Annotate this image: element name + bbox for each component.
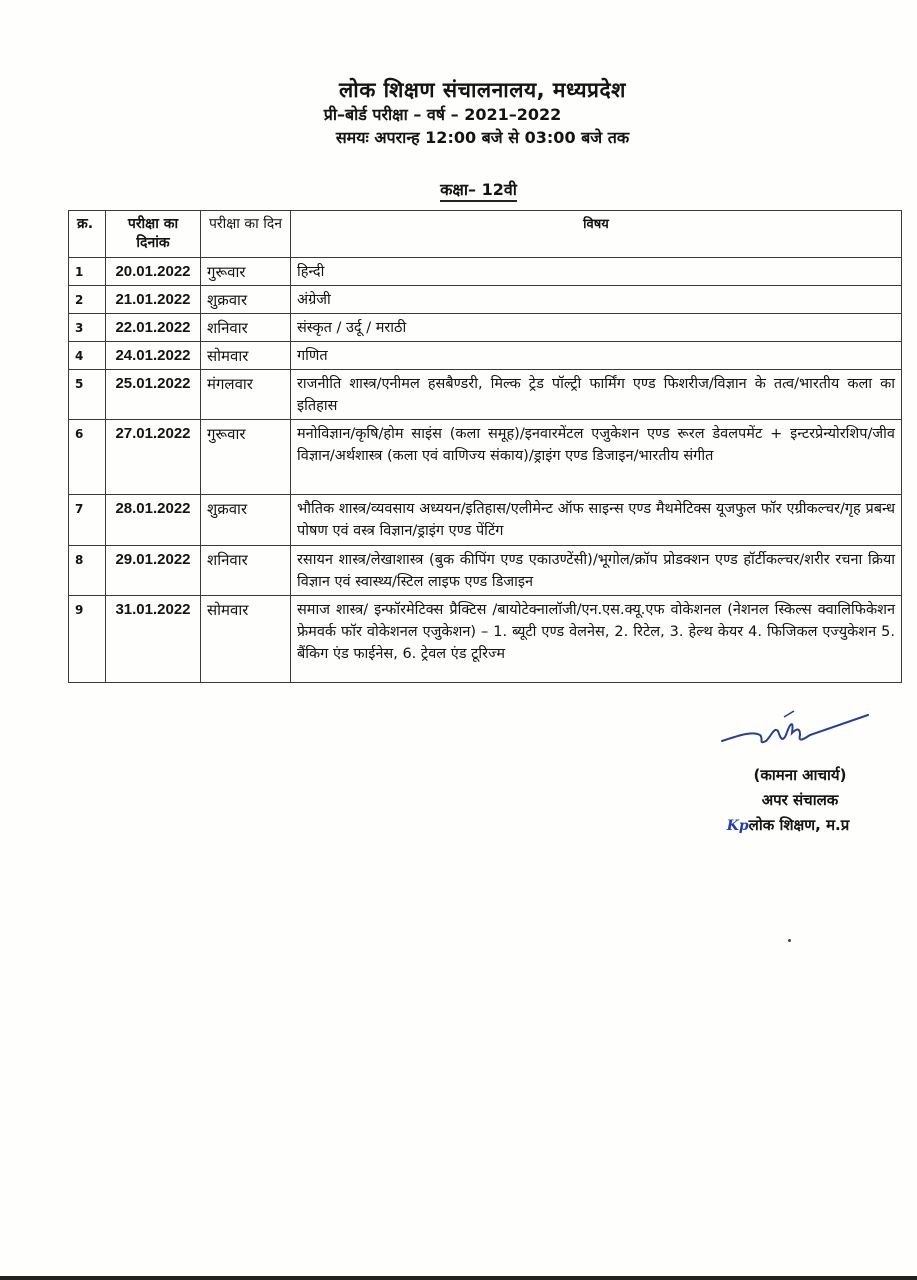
table-row — [69, 546, 902, 596]
subject: हिन्दी — [291, 258, 902, 286]
department-text: लोक शिक्षण, म.प्र — [748, 816, 850, 834]
serial-no: 3 — [69, 314, 106, 342]
exam-date: 25.01.2022 — [106, 370, 201, 420]
table-row — [69, 495, 902, 546]
signature-scribble-icon — [700, 705, 870, 755]
header-serial-no: क्र. — [69, 211, 106, 258]
exam-day: सोमवार — [201, 596, 291, 683]
exam-title: प्री–बोर्ड परीक्षा – वर्ष – 2021–2022 — [323, 105, 562, 124]
table-header-row — [69, 211, 902, 258]
serial-no: 9 — [69, 596, 106, 683]
serial-no: 1 — [69, 258, 106, 286]
subject: रसायन शास्त्र/लेखाशास्त्र (बुक कीपिंग एण्ड एकाउण्टेंसी)/भूगोल/क्रॉप प्रोडक्शन एण्ड हॉर्टीकल्चर/शरीर रचना क्रिया विज्ञान एवं स्वास्थ्य/स्टिल लाइफ एण्ड डिजाइन — [291, 546, 902, 596]
table-row — [69, 286, 902, 314]
exam-date: 21.01.2022 — [106, 286, 201, 314]
exam-day: सोमवार — [201, 342, 291, 370]
signatory-department — [678, 815, 898, 835]
speck-mark — [788, 939, 791, 942]
signatory-name: (कामना आचार्य) — [753, 766, 847, 784]
subject: समाज शास्त्र/ इन्फॉरमेटिक्स प्रैक्टिस /बायोटेक्नालॉजी/एन.एस.क्यू.एफ वोकेशनल (नेशनल स्किल्स क्वालिफिकेशन फ्रेमवर्क फॉर वोकेशनल एजुकेशन) – 1. ब्यूटी एण्ड वेलनेस, 2. रिटेल, 3. हेल्थ केयर 4. फिजिकल एज्युकेशन 5. बैंकिग एंड फाईनेस, 6. ट्रेवल एंड टूरिज्म — [291, 596, 902, 683]
table-row — [69, 258, 902, 286]
subject: संस्कृत / उर्दू / मराठी — [291, 314, 902, 342]
serial-no: 5 — [69, 370, 106, 420]
header-subject: विषय — [291, 211, 902, 258]
table-row — [69, 314, 902, 342]
exam-day: गुरूवार — [201, 420, 291, 495]
class-label — [20, 178, 917, 200]
signatory-designation: अपर संचालक — [761, 791, 839, 809]
exam-day: मंगलवार — [201, 370, 291, 420]
exam-date: 22.01.2022 — [106, 314, 201, 342]
office-title: लोक शिक्षण संचालनालय, मध्यप्रदेश — [339, 78, 626, 102]
exam-date: 24.01.2022 — [106, 342, 201, 370]
serial-no: 4 — [69, 342, 106, 370]
exam-date: 29.01.2022 — [106, 546, 201, 596]
class-label-text: कक्षा– 12वी — [440, 180, 517, 202]
exam-time: समयः अपरान्ह 12:00 बजे से 03:00 बजे तक — [335, 128, 630, 147]
serial-no: 8 — [69, 546, 106, 596]
subject: राजनीति शास्त्र/एनीमल हसबैण्डरी, मिल्क ट्रेड पॉल्ट्री फार्मिंग एण्ड फिशरीज/विज्ञान के तत्व/भारतीय कला का इतिहास — [291, 370, 902, 420]
serial-no: 7 — [69, 495, 106, 546]
exam-day: शनिवार — [201, 546, 291, 596]
exam-day: शुक्रवार — [201, 286, 291, 314]
exam-date: 31.01.2022 — [106, 596, 201, 683]
exam-day: शनिवार — [201, 314, 291, 342]
handwritten-initials: Kp — [726, 818, 749, 834]
subject: मनोविज्ञान/कृषि/होम साइंस (कला समूह)/इनवारमेंटल एजुकेशन एण्ड रूरल डेवलपमेंट + इन्टरप्रेन्योरशिप/जीव विज्ञान/अर्थशास्त्र (कला एवं वाणिज्य संकाय)/ड्राइंग एण्ड डिजाइन/भारतीय संगीत — [291, 420, 902, 495]
exam-day: गुरूवार — [201, 258, 291, 286]
exam-date: 28.01.2022 — [106, 495, 201, 546]
table-row — [69, 370, 902, 420]
serial-no: 2 — [69, 286, 106, 314]
header-exam-date: परीक्षा का दिनांक — [106, 211, 201, 258]
exam-date: 20.01.2022 — [106, 258, 201, 286]
table-row — [69, 342, 902, 370]
exam-schedule-table — [68, 210, 902, 683]
scan-bottom-edge — [0, 1276, 917, 1280]
table-row — [69, 420, 902, 495]
subject: अंग्रेजी — [291, 286, 902, 314]
exam-date: 27.01.2022 — [106, 420, 201, 495]
exam-day: शुक्रवार — [201, 495, 291, 546]
header-exam-day: परीक्षा का दिन — [201, 211, 291, 258]
subject: गणित — [291, 342, 902, 370]
table-row — [69, 596, 902, 683]
subject: भौतिक शास्त्र/व्यवसाय अध्ययन/इतिहास/एलीमेन्ट ऑफ साइन्स एण्ड मैथमेटिक्स यूजफुल फॉर एग्रीकल्चर/गृह प्रबन्ध पोषण एवं वस्त्र विज्ञान/ड्राइंग एण्ड पेंटिंग — [291, 495, 902, 546]
serial-no: 6 — [69, 420, 106, 495]
